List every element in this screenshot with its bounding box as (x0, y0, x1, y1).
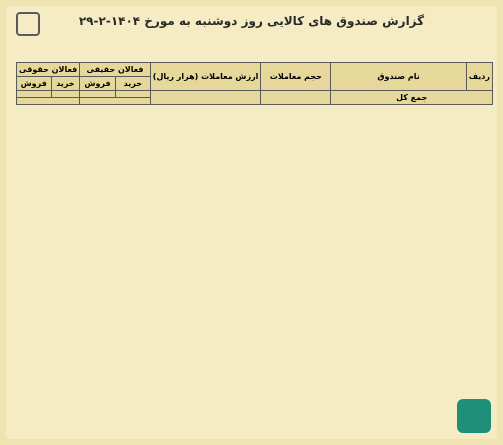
totals-label: جمع کل (331, 91, 493, 105)
totals-real-buy (115, 91, 150, 98)
col-real-sell-header: فروش (80, 77, 116, 91)
totals-value (150, 91, 261, 105)
col-volume-header: حجم معاملات (261, 63, 331, 91)
col-name-header: نام صندوق (331, 63, 466, 91)
totals-real-sell (80, 91, 116, 98)
totals-legal-sum (17, 98, 80, 105)
col-value-header: ارزش معاملات (هزار ریال) (150, 63, 261, 91)
col-row-header: ردیف (466, 63, 492, 91)
report-sheet (6, 6, 497, 439)
totals-volume (261, 91, 331, 105)
funds-table (16, 62, 493, 105)
col-legal-buy-header: خرید (51, 77, 80, 91)
totals-legal-buy (51, 91, 80, 98)
report-title: گزارش صندوق های کالایی روز دوشنبه به مورخ ۱۴۰۴-۲-۲۹ (78, 14, 425, 28)
col-real-group-header: فعالان حقیقی (80, 63, 151, 77)
col-legal-sell-header: فروش (17, 77, 52, 91)
footer-logo-icon (457, 399, 491, 433)
totals-real-sum (80, 98, 151, 105)
totals-legal-sell (17, 91, 52, 98)
col-legal-group-header: فعالان حقوقی (17, 63, 80, 77)
col-real-buy-header: خرید (115, 77, 150, 91)
